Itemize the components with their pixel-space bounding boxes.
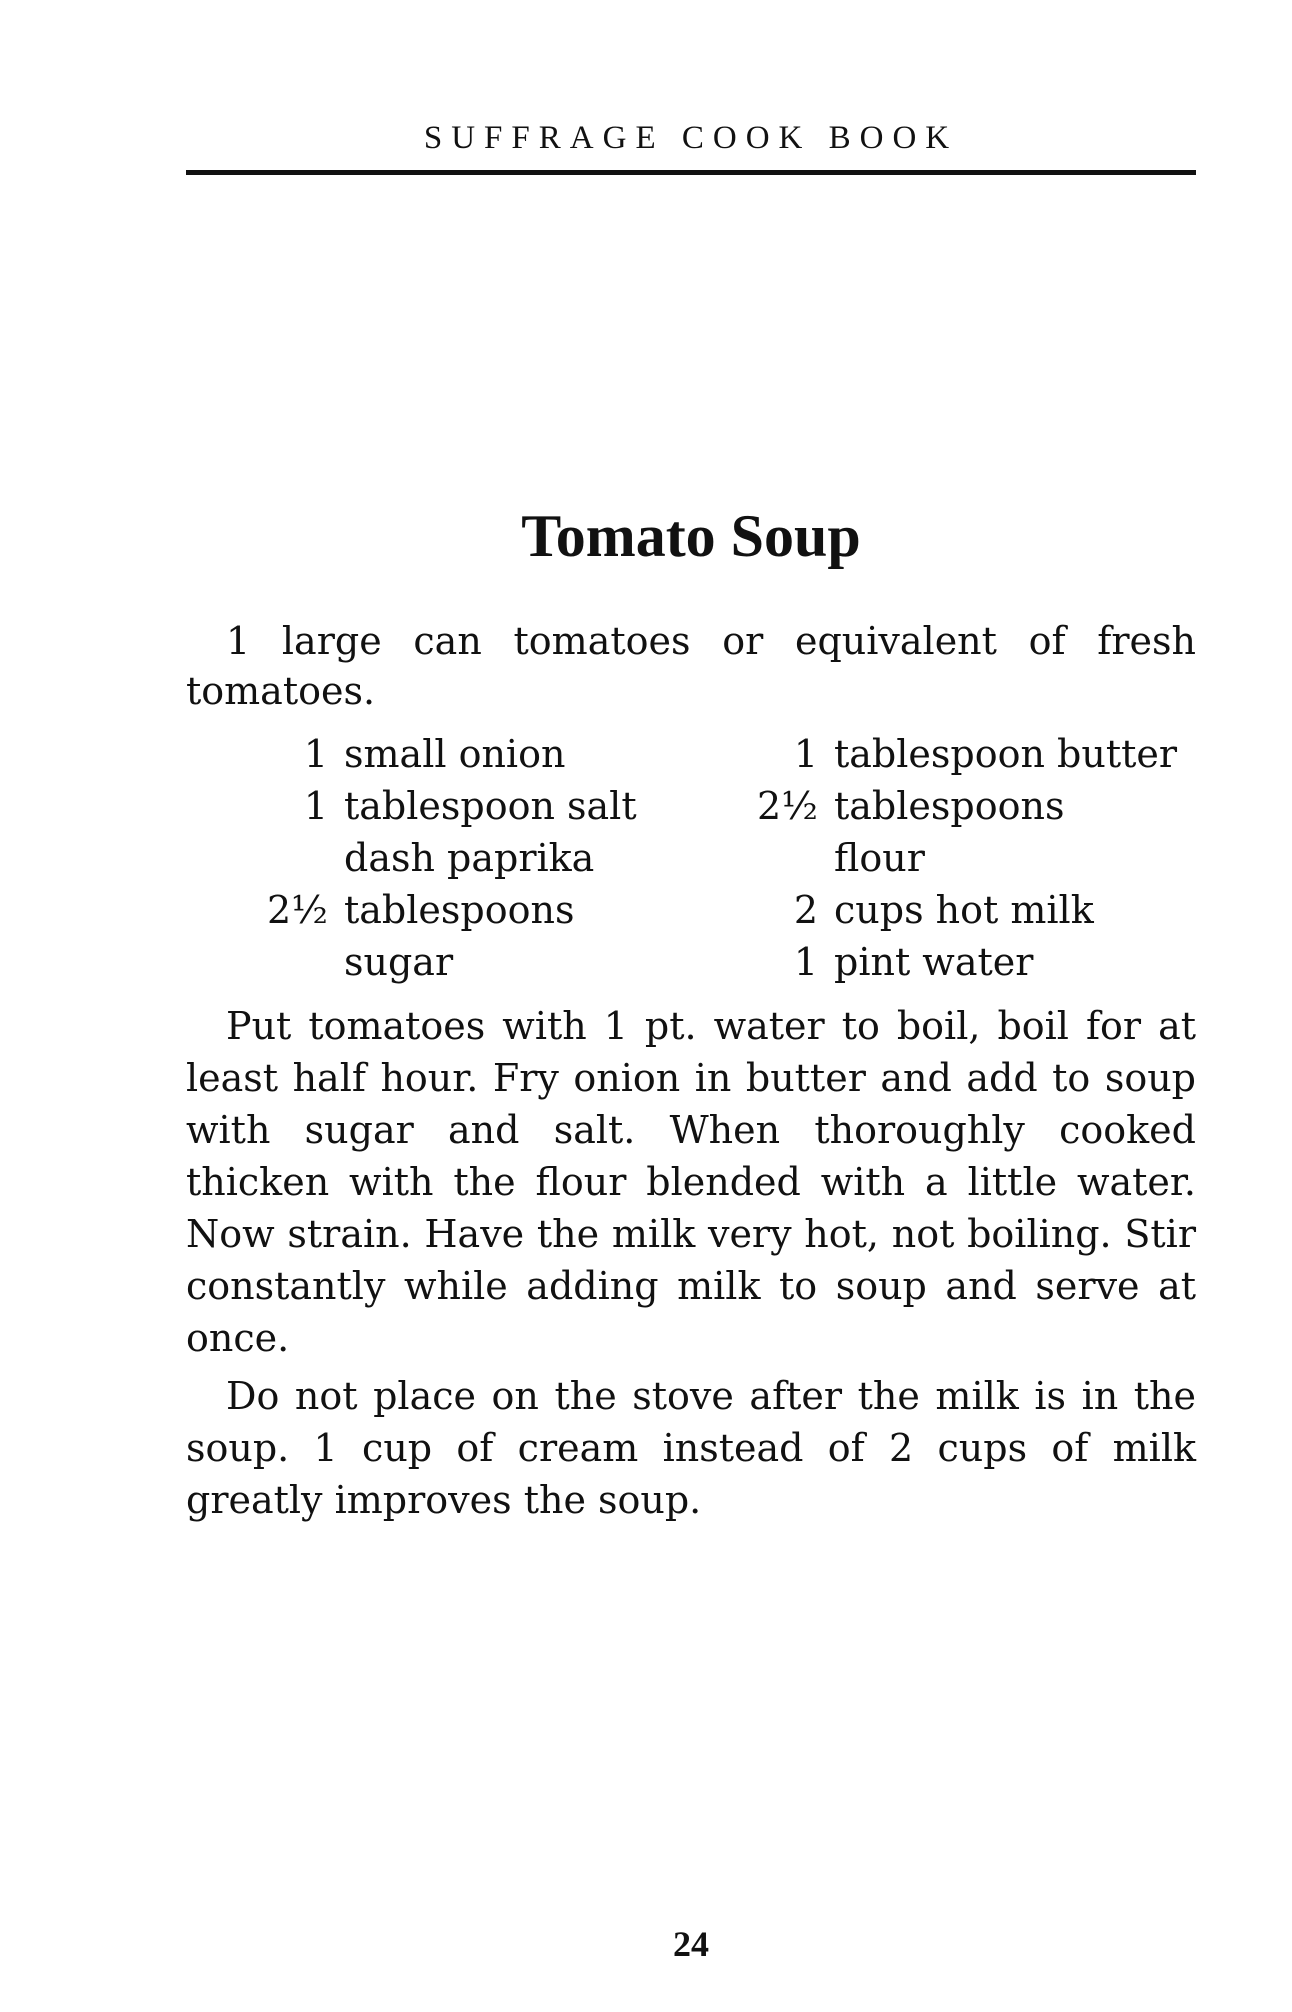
ingredient-qty: 1	[793, 940, 818, 984]
running-header: SUFFRAGE COOK BOOK	[423, 120, 959, 156]
ingredient-item: small onion	[344, 732, 566, 776]
ingredient-row	[740, 728, 1200, 780]
ingredient-qty: 2½	[266, 888, 328, 932]
ingredient-row	[740, 884, 1200, 936]
ingredients-left-column	[250, 728, 690, 988]
ingredient-row	[250, 832, 690, 884]
ingredient-qty: 1	[793, 732, 818, 776]
note-paragraph: Do not place on the stove after the milk is in the soup. 1 cup of cream instead of 2 cups of milk greatly improves the soup.	[186, 1374, 1196, 1522]
header-rule	[186, 170, 1196, 175]
ingredient-row	[250, 780, 690, 832]
ingredient-item: tablespoon salt	[344, 784, 637, 828]
page-number: 24	[673, 1924, 709, 1964]
ingredient-row	[250, 728, 690, 780]
recipe-intro: 1 large can tomatoes or equivalent of fresh tomatoes.	[186, 619, 1196, 713]
ingredient-item: tablespoon butter	[834, 732, 1178, 776]
ingredient-qty: 2	[793, 888, 818, 932]
ingredient-qty: 1	[303, 784, 328, 828]
ingredient-row	[250, 884, 690, 988]
ingredient-row	[740, 936, 1200, 988]
ingredient-qty: 1	[303, 732, 328, 776]
ingredient-qty	[250, 832, 344, 884]
ingredient-item: tablespoons flour	[834, 784, 1065, 880]
directions-paragraph: Put tomatoes with 1 pt. water to boil, boil for at least half hour. Fry onion in butter and add to soup with sugar and salt. When thoroughly cooked thicken with the flour blended with a little water. Now strain. Have the milk very hot, not boiling. Stir constantly while adding milk to soup and serve at once.	[186, 1004, 1196, 1360]
ingredient-item: cups hot milk	[834, 888, 1094, 932]
ingredient-item: dash paprika	[344, 836, 595, 880]
ingredients-right-column	[740, 728, 1200, 988]
ingredient-qty: 2½	[756, 784, 818, 828]
ingredient-item: tablespoons sugar	[344, 888, 575, 984]
ingredient-item: pint water	[834, 940, 1034, 984]
ingredient-row	[740, 780, 1200, 884]
recipe-title: Tomato Soup	[521, 503, 861, 569]
